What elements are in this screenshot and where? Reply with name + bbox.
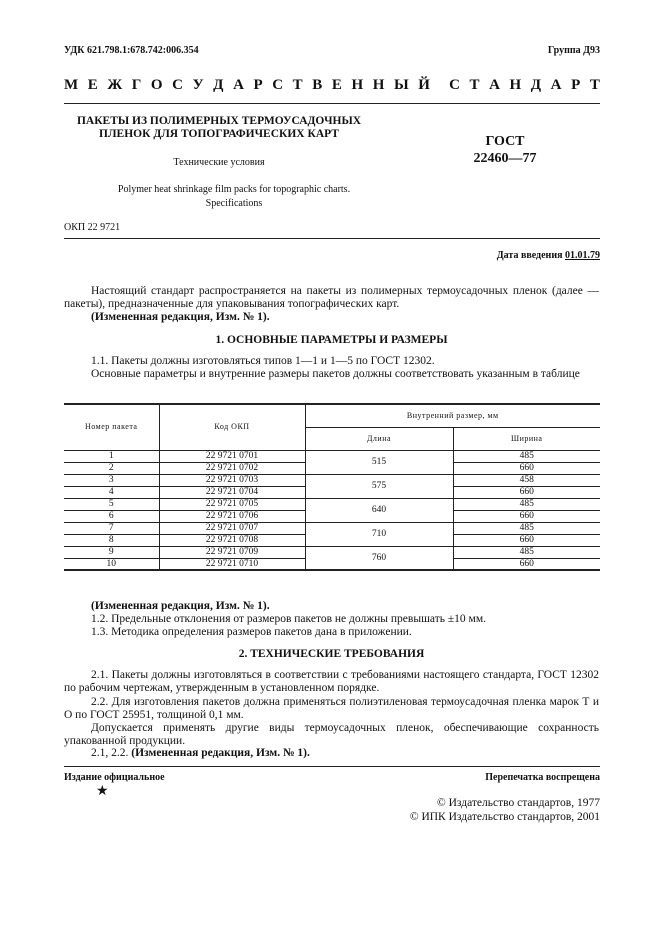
heading-letter: Н (372, 77, 385, 93)
section-2-p3: Допускается применять другие виды термоусадочных пленок, обеспечивающие сохранность упакованной продукции. (64, 722, 599, 747)
cell-length: 640 (305, 498, 453, 522)
section-1-amendment: (Измененная редакция, Изм. № 1). (91, 600, 270, 612)
heading-letter: Р (253, 77, 263, 93)
cell-number: 4 (64, 486, 159, 498)
heading-letter: Т (292, 77, 303, 93)
cell-width: 485 (453, 498, 600, 510)
english-title-line-2: Specifications (205, 198, 263, 209)
section-2-p1: 2.1. Пакеты должны изготовляться в соответствии с требованиями настоящего стандарта, ГОСТ 12302 по рабочим чертежам, утвержденным в установленном порядке. (64, 669, 599, 694)
heading-letter: Н (509, 77, 522, 93)
cell-number: 9 (64, 546, 159, 558)
cell-number: 7 (64, 522, 159, 534)
heading-letter: Ж (107, 77, 123, 93)
cell-okp-code: 22 9721 0703 (159, 474, 305, 486)
heading-letter: Н (351, 77, 364, 93)
heading-letter: Р (571, 77, 581, 93)
cell-length: 515 (305, 450, 453, 474)
heading-letter: А (233, 77, 244, 93)
title-line-1: ПАКЕТЫ ИЗ ПОЛИМЕРНЫХ ТЕРМОУСАДОЧНЫХ (76, 115, 362, 127)
cell-width: 660 (453, 534, 600, 546)
table-row (64, 498, 600, 510)
cell-length: 710 (305, 522, 453, 546)
official-edition: Издание официальное (64, 772, 165, 783)
cell-number: 6 (64, 510, 159, 522)
cell-length: 760 (305, 546, 453, 570)
cell-okp-code: 22 9721 0710 (159, 558, 305, 570)
section-1-p4: 1.3. Методика определения размеров пакетов дана в приложении. (91, 626, 412, 638)
heading-letter: Ы (393, 77, 409, 93)
copyright-2001: © ИПК Издательство стандартов, 2001 (409, 811, 600, 823)
reprint-prohibited: Перепечатка воспрещена (485, 772, 600, 783)
package-sizes-table (64, 403, 600, 571)
group-code: Группа Д93 (547, 45, 600, 56)
section-1-p3: 1.2. Предельные отклонения от размеров пакетов не должны превышать ±10 мм. (91, 613, 486, 625)
section-2-amendment (64, 747, 599, 760)
intro-amendment: (Измененная редакция, Изм. № 1). (91, 311, 270, 323)
cell-okp-code: 22 9721 0708 (159, 534, 305, 546)
heading-letter: С (449, 77, 460, 93)
effective-date-label: Дата введения (496, 250, 563, 261)
intro-paragraph: Настоящий стандарт распространяется на пакеты из полимерных термоусадочных пленок (далее — пакеты), предназначенные для упаковывания топографических карт. (64, 285, 599, 310)
star-icon: ★ (96, 784, 109, 799)
section-1-title: 1. ОСНОВНЫЕ ПАРАМЕТРЫ И РАЗМЕРЫ (215, 334, 448, 346)
table-row (64, 450, 600, 462)
cell-number: 8 (64, 534, 159, 546)
document-title (64, 115, 374, 141)
cell-width: 485 (453, 546, 600, 558)
heading-letter: Т (589, 77, 600, 93)
interstate-standard-heading (64, 77, 600, 94)
title-divider (64, 238, 600, 239)
header-inner-size: Внутренний размер, мм (305, 404, 600, 427)
cell-number: 3 (64, 474, 159, 486)
okp-code: ОКП 22 9721 (64, 222, 121, 233)
copyright-block (410, 796, 600, 824)
heading-letter: А (489, 77, 500, 93)
heading-letter: Д (213, 77, 224, 93)
section-1-p1: 1.1. Пакеты должны изготовляться типов 1—1 и 1—5 по ГОСТ 12302. (91, 355, 435, 367)
document-subtitle: Технические условия (173, 157, 265, 168)
heading-letter: А (550, 77, 562, 93)
heading-letter: О (150, 77, 163, 93)
heading-letter: С (272, 77, 284, 93)
cell-width: 660 (453, 486, 600, 498)
header-okp-code: Код ОКП (159, 404, 305, 450)
heading-letter: С (172, 77, 183, 93)
table-row (64, 522, 600, 534)
copyright-1977: © Издательство стандартов, 1977 (436, 797, 600, 809)
header-divider (64, 103, 600, 104)
cell-width: 660 (453, 558, 600, 570)
cell-okp-code: 22 9721 0707 (159, 522, 305, 534)
heading-letter: Е (331, 77, 342, 93)
cell-okp-code: 22 9721 0709 (159, 546, 305, 558)
cell-width: 485 (453, 522, 600, 534)
footer-divider (64, 766, 600, 767)
cell-okp-code: 22 9721 0706 (159, 510, 305, 522)
cell-okp-code: 22 9721 0702 (159, 462, 305, 474)
cell-width: 485 (453, 450, 600, 462)
header-number: Номер пакета (64, 404, 159, 450)
cell-width: 660 (453, 462, 600, 474)
cell-okp-code: 22 9721 0705 (159, 498, 305, 510)
section-2-title: 2. ТЕХНИЧЕСКИЕ ТРЕБОВАНИЯ (238, 648, 425, 660)
table-row (64, 546, 600, 558)
cell-number: 10 (64, 558, 159, 570)
heading-letter: В (312, 77, 323, 93)
english-title-line-1: Polymer heat shrinkage film packs for topographic charts. (117, 184, 351, 195)
title-line-2: ПЛЕНОК ДЛЯ ТОПОГРАФИЧЕСКИХ КАРТ (99, 128, 339, 140)
english-title (64, 183, 404, 211)
heading-letter: Г (131, 77, 142, 93)
effective-date-value: 01.01.79 (565, 250, 600, 261)
effective-date (497, 250, 600, 261)
section-2-p2: 2.2. Для изготовления пакетов должна применяться полиэтиленовая термоусадочная пленка марок Т и О по ГОСТ 25951, толщиной 0,1 мм. (64, 696, 599, 721)
header-length: Длина (305, 427, 453, 450)
heading-letter: Д (530, 77, 542, 93)
cell-number: 1 (64, 450, 159, 462)
gost-number: 22460—77 (473, 151, 537, 166)
cell-number: 2 (64, 462, 159, 474)
heading-letter: Е (87, 77, 98, 93)
section-1-p2: Основные параметры и внутренние размеры пакетов должны соответствовать указанным в таблице (91, 368, 580, 380)
cell-length: 575 (305, 474, 453, 498)
heading-letter: Т (469, 77, 480, 93)
table-row (64, 474, 600, 486)
gost-designation (455, 133, 555, 167)
udk-code: УДК 621.798.1:678.742:006.354 (64, 45, 199, 56)
cell-width: 660 (453, 510, 600, 522)
heading-letter: Й (418, 77, 430, 93)
heading-letter: М (64, 77, 79, 93)
gost-label: ГОСТ (485, 134, 525, 149)
heading-letter: У (192, 77, 204, 93)
cell-okp-code: 22 9721 0704 (159, 486, 305, 498)
section-2-amendment-text: (Измененная редакция, Изм. № 1). (131, 747, 310, 759)
header-width: Ширина (453, 427, 600, 450)
section-2-amendment-prefix: 2.1, 2.2. (91, 747, 129, 759)
cell-number: 5 (64, 498, 159, 510)
cell-okp-code: 22 9721 0701 (159, 450, 305, 462)
cell-width: 458 (453, 474, 600, 486)
